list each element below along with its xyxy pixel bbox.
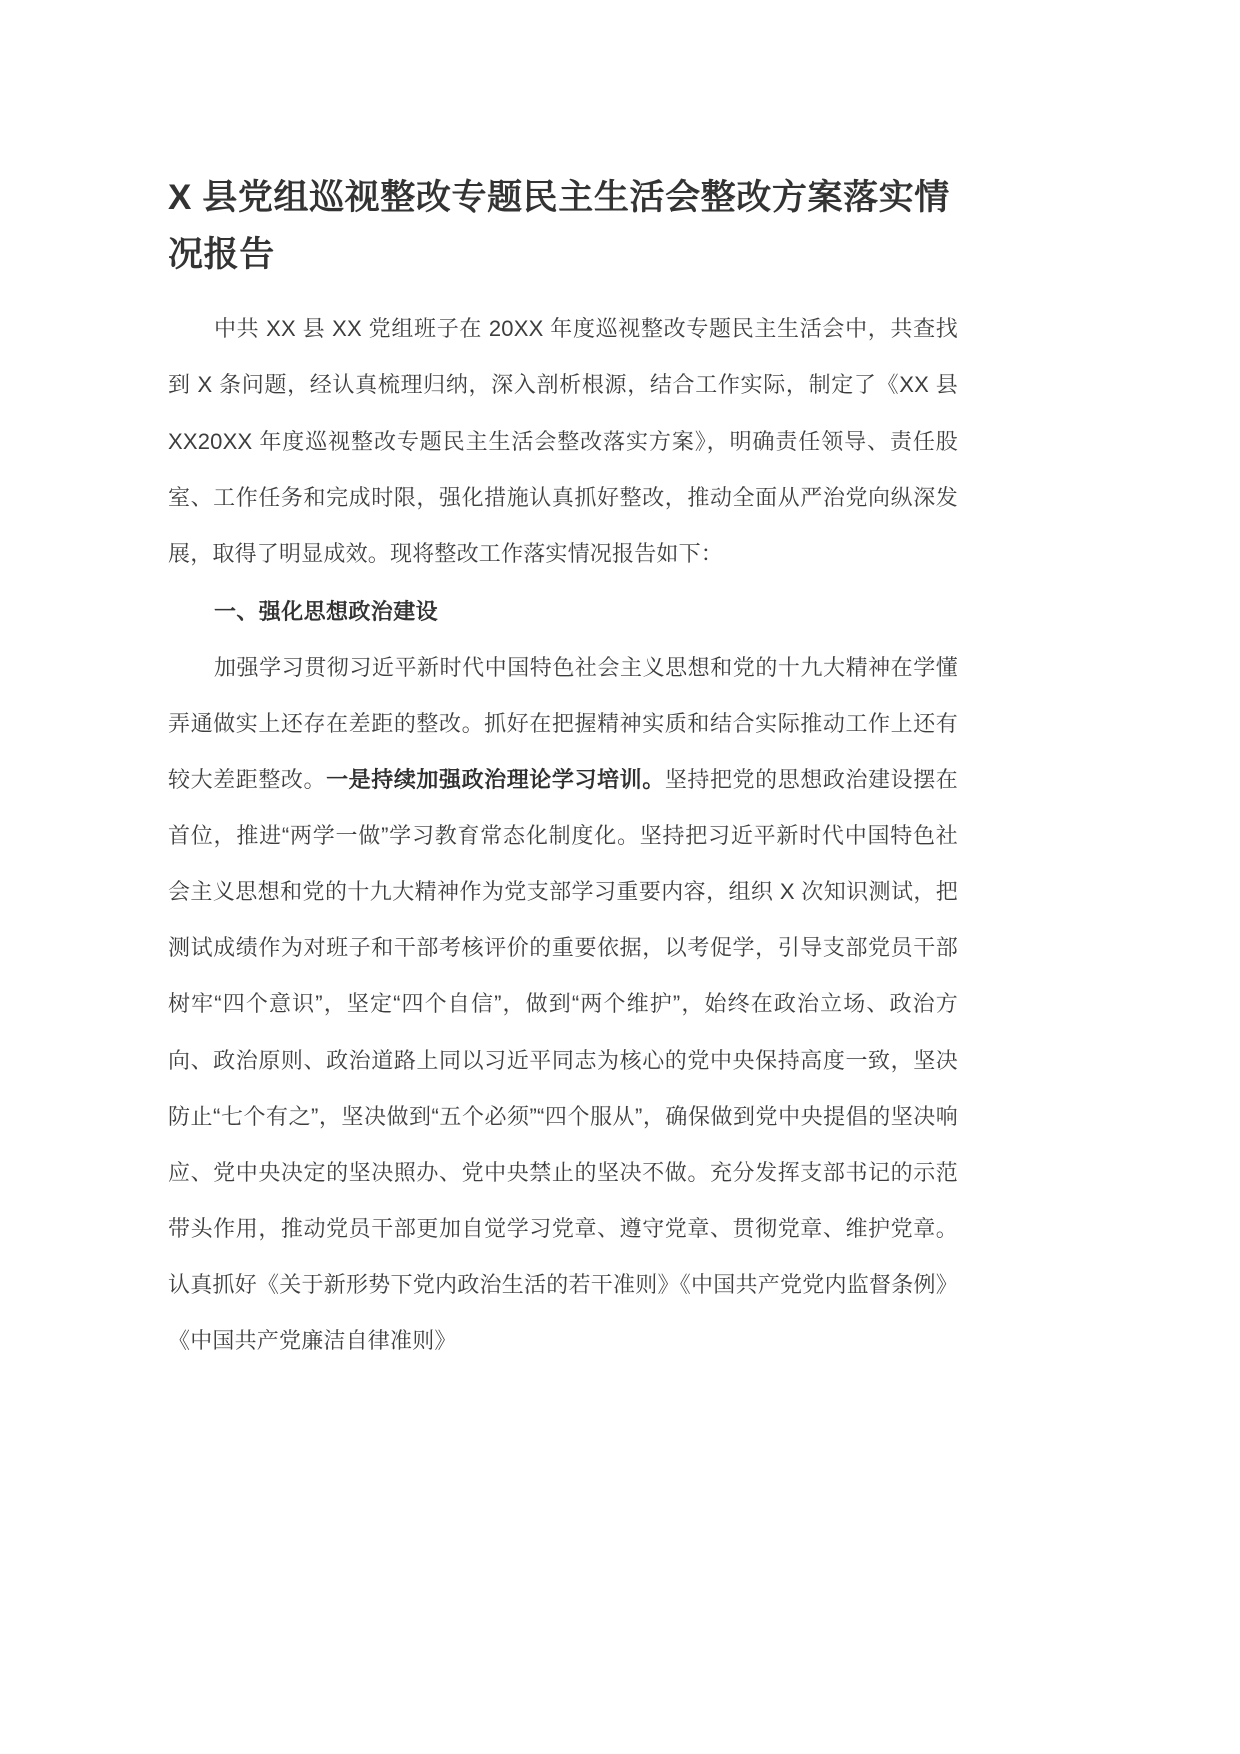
paragraph-intro: 中共 XX 县 XX 党组班子在 20XX 年度巡视整改专题民主生活会中，共查找到 X 条问题，经认真梳理归纳，深入剖析根源，结合工作实际，制定了《XX 县 XX20XX 年度巡视整改专题民主生活会整改落实方案》，明确责任领导、责任股室、工作任务和完成时限，强化措施认真抓好整改，推动全面从严治党向纵深发展，取得了明显成效。现将整改工作落实情况报告如下： (168, 316, 958, 566)
text-run: 加强学习贯彻习近平新时代中国特色社会主义思想和党的十九大精神在学懂弄通做实上还存在差距的整改。抓好在把握精神实质和结合实际推动工作上还有较大差距整改。 (168, 654, 958, 793)
emphasis-run: 一是持续加强政治理论学习培训。 (326, 767, 665, 793)
page-title: X 县党组巡视整改专题民主生活会整改方案落实情况报告 (168, 178, 950, 274)
text-run: 坚持把党的思想政治建设摆在首位，推进“两学一做”学习教育常态化制度化。坚持把习近平新时代中国特色社会主义思想和党的十九大精神作为党支部学习重要内容，组织 X 次知识测试，把测试成绩作为对班子和干部考核评价的重要依据，以考促学，引导支部党员干部树牢“四个意识”，坚定“四个自信”，做到“两个维护”，始终在政治立场、政治方向、政治原则、政治道路上同以习近平同志为核心的党中央保持高度一致，坚决防止“七个有之”，坚决做到“五个必须”“四个服从”，确保做到党中央提倡的坚决响应、党中央决定的坚决照办、党中央禁止的坚决不做。充分发挥支部书记的示范带头作用，推动党员干部更加自觉学习党章、遵守党章、贯彻党章、维护党章。认真抓好《关于新形势下党内政治生活的若干准则》《中国共产党党内监督条例》《中国共产党廉洁自律准则》 (168, 767, 958, 1353)
paragraph-section-1 (168, 640, 958, 1369)
section-heading-1: 一、强化思想政治建设 (214, 598, 439, 624)
page-content (168, 170, 958, 1371)
